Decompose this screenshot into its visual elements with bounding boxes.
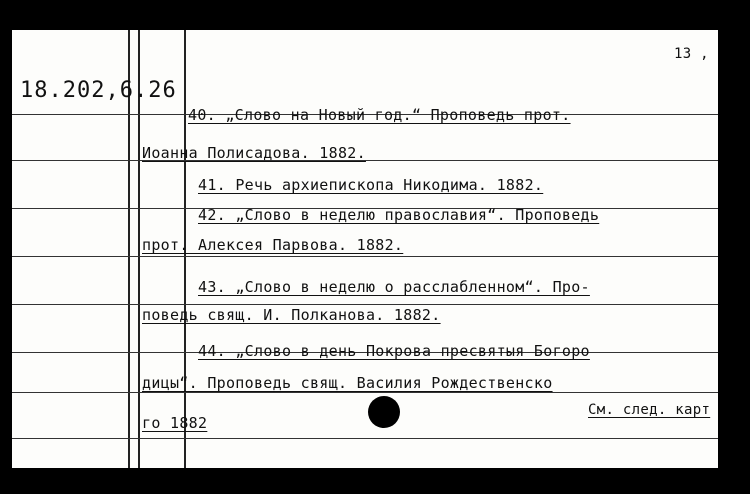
entry-line: поведь свящ. И. Полканова. 1882. <box>142 306 441 324</box>
entry-line: го 1882 <box>142 414 208 432</box>
catalog-card <box>12 30 718 468</box>
ruled-line <box>12 256 718 257</box>
entry-line: 41. Речь архиепископа Никодима. 1882. <box>198 176 544 194</box>
ink-blot <box>368 396 400 428</box>
ruled-line <box>12 304 718 305</box>
catalog-number: 18.202,6.26 <box>20 78 177 103</box>
entry-line: 40. „Слово на Новый год.“ Проповедь прот. <box>188 106 571 124</box>
page-number: 13 , <box>674 46 709 62</box>
ruled-line <box>12 392 718 393</box>
entry-line: дицы“. Проповедь свящ. Василия Рождественско <box>142 374 553 392</box>
ruled-line <box>12 438 718 439</box>
entry-line: 43. „Слово в неделю о расслабленном“. Про- <box>198 278 590 296</box>
entry-line: Иоанна Полисадова. 1882. <box>142 144 366 162</box>
entry-line: 44. „Слово в день Покрова пресвятыя Богоро <box>198 342 590 360</box>
entry-line: прот. Алексея Парвова. 1882. <box>142 236 404 254</box>
entry-line: 42. „Слово в неделю православия“. Проповедь <box>198 206 600 224</box>
continuation-note: См. след. карт <box>588 402 711 418</box>
